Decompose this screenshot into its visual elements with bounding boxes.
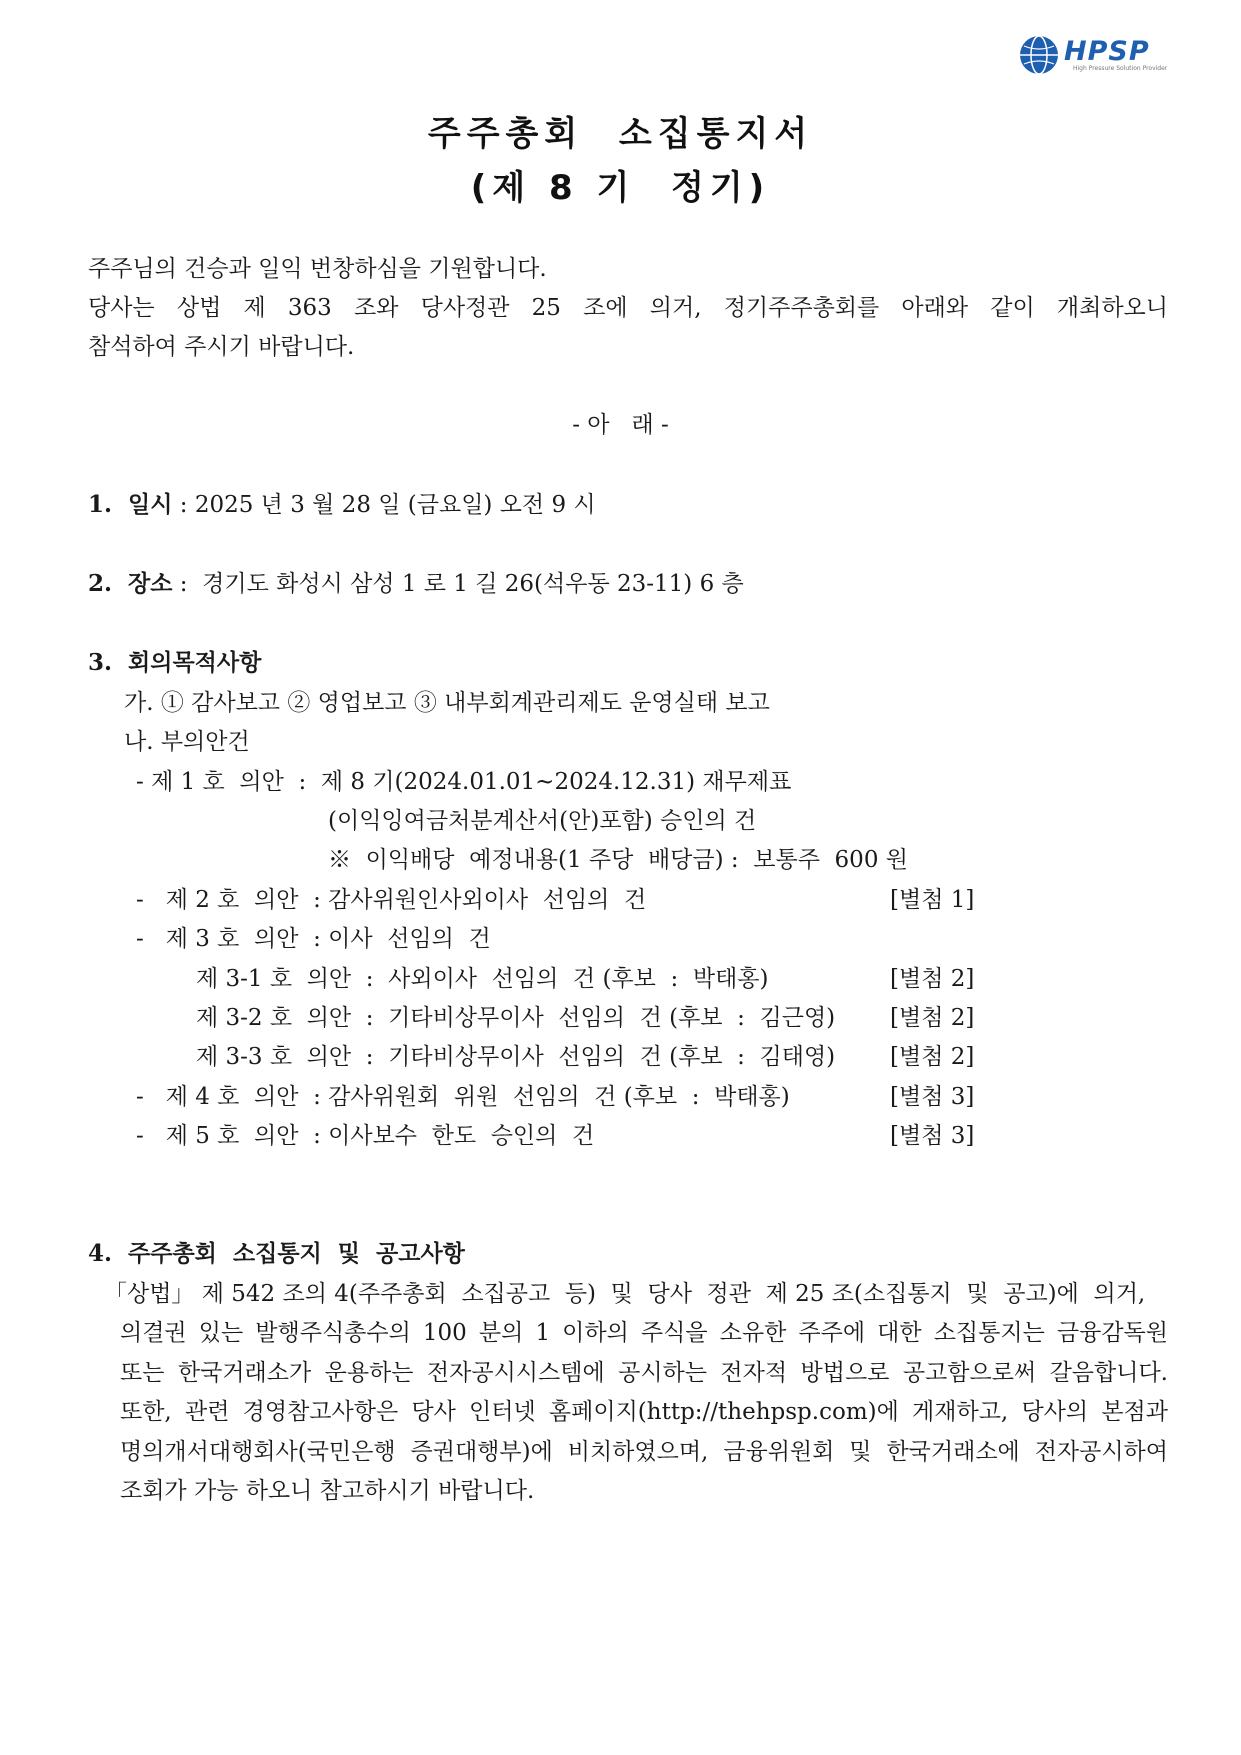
agenda-1-dividend: ※ 이익배당 예정내용(1 주당 배당금) : 보통주 600 원: [328, 847, 908, 873]
agenda-3-2-attachment: [별첨 2]: [890, 1005, 975, 1031]
item-date-value: : 2025 년 3 월 28 일 (금요일) 오전 9 시: [172, 492, 596, 518]
notice-line-4: 또한, 관련 경영참고사항은 당사 인터넷 홈페이지(http://thehpsp.com)에 게재하고, 당사의 본점과: [120, 1399, 1168, 1425]
section-heading: - 아 래 -: [572, 412, 669, 438]
item-date: [88, 486, 596, 519]
notice-line-6: 조회가 가능 하오니 참고하시기 바랍니다.: [120, 1478, 535, 1504]
agenda-4-attachment: [별첨 3]: [890, 1084, 975, 1110]
notice-line-5: 명의개서대행회사(국민은행 증권대행부)에 비치하였으며, 금융위원회 및 한국거래소에 전자공시하여: [120, 1439, 1168, 1465]
globe-icon: [1018, 34, 1060, 76]
item-agenda-label: 3. 회의목적사항: [88, 649, 262, 676]
item-place: [88, 565, 744, 598]
notice-line-3: 또는 한국거래소가 운용하는 전자공시시스템에 공시하는 전자적 방법으로 공고함으로써 갈음합니다.: [120, 1360, 1168, 1386]
agenda-3-3: 제 3-3 호 의안 : 기타비상무이사 선임의 건 (후보 : 김태영): [196, 1044, 836, 1070]
intro-line-2: 당사는 상법 제 363 조와 당사정관 25 조에 의거, 정기주주총회를 아래와 같이 개최하오니: [88, 295, 1168, 321]
item-notice-label: 4. 주주총회 소집통지 및 공고사항: [88, 1240, 465, 1267]
item-place-value: : 경기도 화성시 삼성 1 로 1 길 26(석우동 23-11) 6 층: [172, 571, 744, 597]
agenda-5-attachment: [별첨 3]: [890, 1123, 975, 1149]
agenda-4: - 제 4 호 의안 : 감사위원회 위원 선임의 건 (후보 : 박태홍): [136, 1084, 790, 1110]
intro-line-3: 참석하여 주시기 바랍니다.: [88, 334, 355, 360]
item-date-label: 1. 일시: [88, 491, 173, 518]
company-logo: [1018, 34, 1178, 76]
agenda-3: - 제 3 호 의안 : 이사 선임의 건: [136, 926, 491, 952]
agenda-3-1-attachment: [별첨 2]: [890, 966, 975, 992]
notice-line-2: 의결권 있는 발행주식총수의 100 분의 1 이하의 주식을 소유한 주주에 대한 소집통지는 금융감독원: [120, 1320, 1168, 1346]
agenda-3-1: 제 3-1 호 의안 : 사외이사 선임의 건 (후보 : 박태홍): [196, 966, 769, 992]
agenda-5: - 제 5 호 의안 : 이사보수 한도 승인의 건: [136, 1123, 595, 1149]
item-place-label: 2. 장소: [88, 570, 173, 597]
agenda-3-3-attachment: [별첨 2]: [890, 1044, 975, 1070]
agenda-3-2: 제 3-2 호 의안 : 기타비상무이사 선임의 건 (후보 : 김근영): [196, 1005, 836, 1031]
agenda-na: 나. 부의안건: [124, 729, 250, 755]
document-subtitle: (제 8 기 정기): [470, 168, 771, 208]
agenda-ga: 가. ① 감사보고 ② 영업보고 ③ 내부회계관리제도 운영실태 보고: [124, 690, 770, 716]
agenda-2: - 제 2 호 의안 : 감사위원인사외이사 선임의 건: [136, 887, 647, 913]
intro-line-1: 주주님의 건승과 일익 번창하심을 기원합니다.: [88, 256, 547, 282]
agenda-1-line-1: - 제 1 호 의안 : 제 8 기(2024.01.01~2024.12.31) 재무제표: [136, 769, 792, 795]
agenda-2-attachment: [별첨 1]: [890, 887, 975, 913]
agenda-1-line-2: (이익잉여금처분계산서(안)포함) 승인의 건: [328, 808, 757, 834]
logo-tagline: High Pressure Solution Provider: [1073, 65, 1168, 72]
logo-text: HPSP: [1064, 36, 1150, 67]
document-title: 주주총회 소집통지서: [427, 114, 814, 154]
notice-line-1: 「상법」 제 542 조의 4(주주총회 소집공고 등) 및 당사 정관 제 25 조(소집통지 및 공고)에 의거,: [104, 1281, 1146, 1307]
